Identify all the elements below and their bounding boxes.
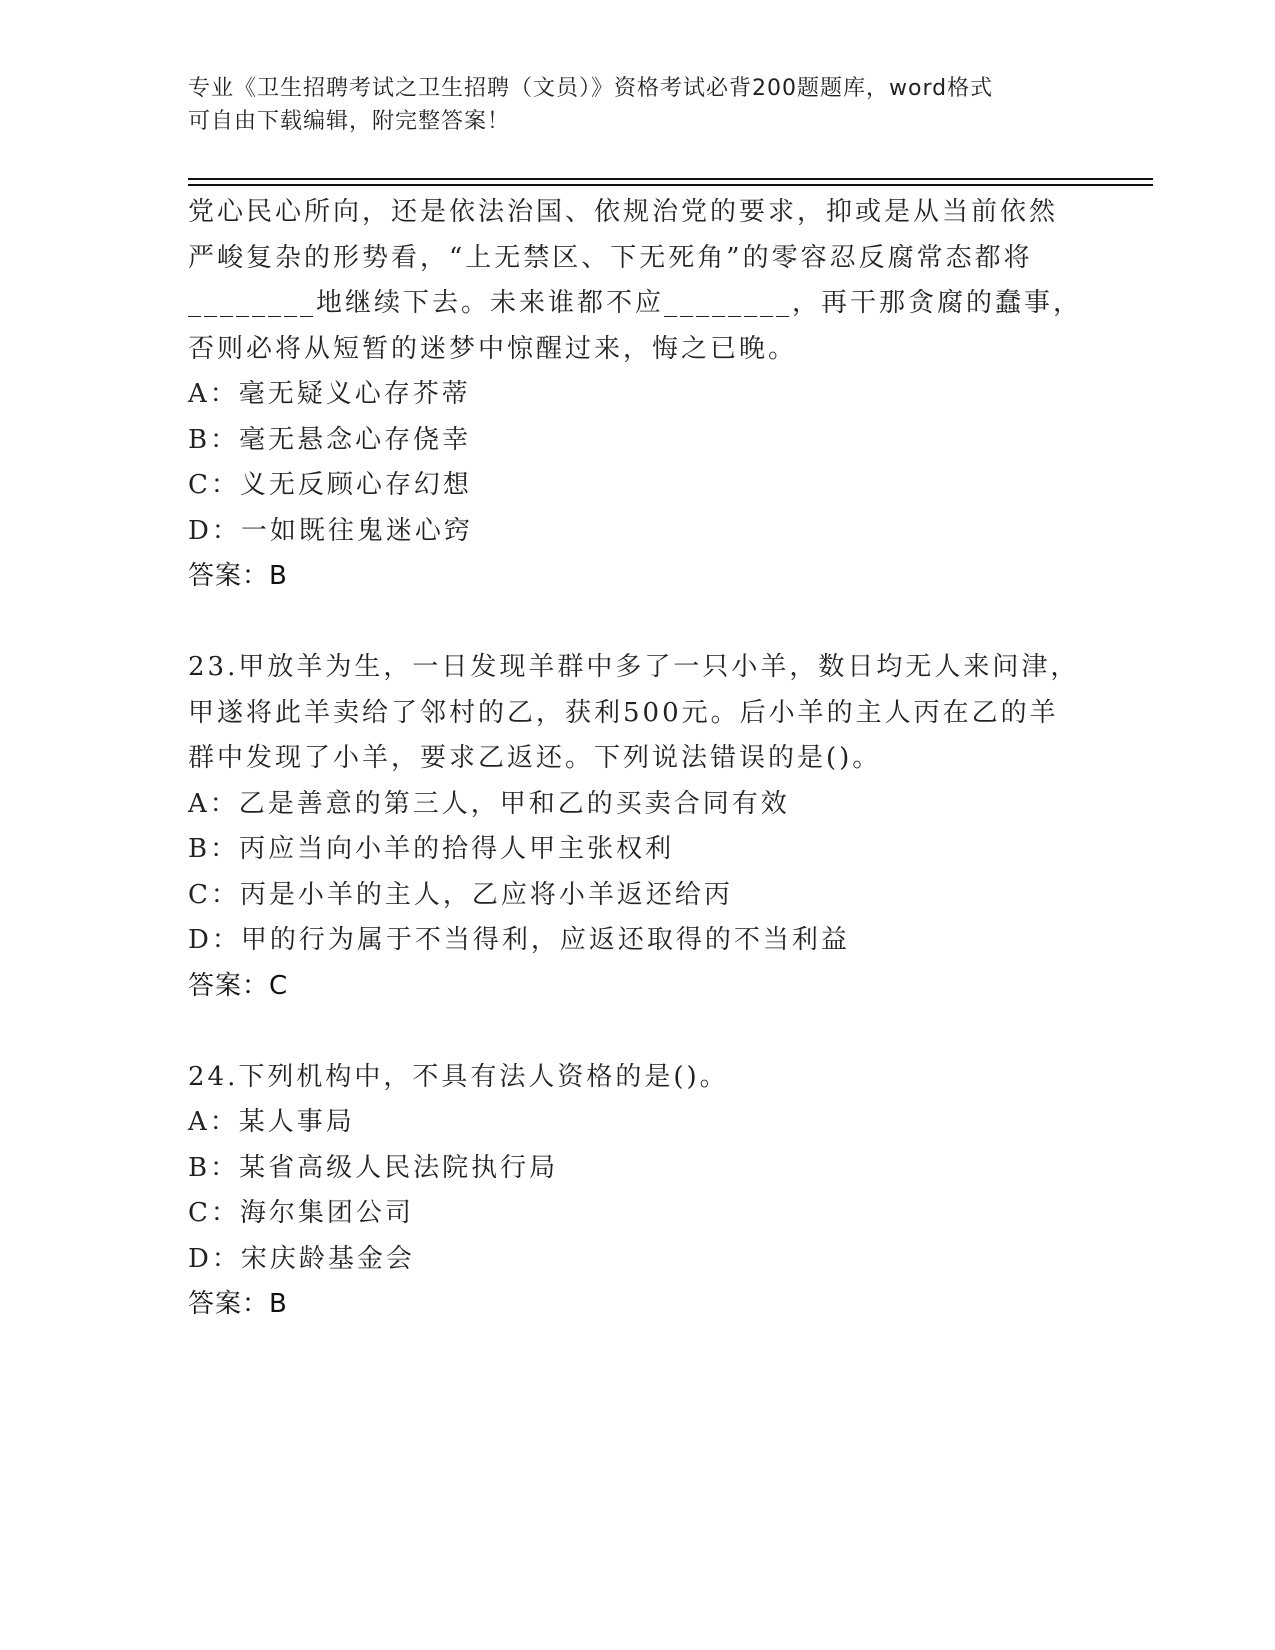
option-d: D：一如既往鬼迷心窍 (188, 515, 473, 546)
question-spacer (188, 600, 1088, 646)
option-d: D：甲的行为属于不当得利，应返还取得的不当利益 (188, 925, 850, 955)
document-body (188, 190, 1088, 1328)
question-text-line: 24.下列机构中，不具有法人资格的是()。 (188, 1061, 729, 1092)
option-c: C：海尔集团公司 (188, 1198, 414, 1228)
question-text-line: 群中发现了小羊，要求乙返还。下列说法错误的是()。 (188, 743, 882, 773)
option-b: B：毫无悬念心存侥幸 (188, 424, 472, 455)
question-text-line: 否则必将从短暂的迷梦中惊醒过来，悔之已晚。 (188, 333, 798, 364)
question-text-line: 甲遂将此羊卖给了邻村的乙，获利500元。后小羊的主人丙在乙的羊 (188, 697, 1059, 728)
answer-line: 答案：B (188, 1289, 288, 1319)
question-text-line: 党心民心所向，还是依法治国、依规治党的要求，抑或是从当前依然 (188, 197, 1059, 227)
header-divider-top (188, 178, 1153, 180)
option-b: B：丙应当向小羊的拾得人甲主张权利 (188, 834, 675, 864)
question-22 (188, 190, 1088, 600)
question-spacer (188, 1009, 1088, 1055)
question-23 (188, 645, 1088, 1009)
option-b: B：某省高级人民法院执行局 (188, 1152, 559, 1183)
question-24 (188, 1055, 1088, 1328)
header-line-1: 专业《卫生招聘考试之卫生招聘（文员）》资格考试必背200题题库，word格式 (188, 76, 994, 101)
option-a: A：某人事局 (188, 1107, 355, 1137)
option-a: A：毫无疑义心存芥蒂 (188, 379, 471, 409)
answer-line: 答案：C (188, 970, 289, 1001)
header-divider-bottom (188, 184, 1153, 186)
document-header (188, 72, 1068, 138)
option-a: A：乙是善意的第三人，甲和乙的买卖合同有效 (188, 788, 790, 819)
header-line-2: 可自由下载编辑，附完整答案！ (188, 109, 511, 134)
answer-line: 答案：B (188, 561, 288, 591)
question-text-line: ________地继续下去。未来谁都不应________，再干那贪腐的蠢事， (188, 288, 1083, 318)
question-text-line: 严峻复杂的形势看，“上无禁区、下无死角”的零容忍反腐常态都将 (188, 242, 1033, 273)
option-c: C：丙是小羊的主人，乙应将小羊返还给丙 (188, 879, 733, 910)
question-text-line: 23.甲放羊为生，一日发现羊群中多了一只小羊，数日均无人来问津， (188, 652, 1080, 682)
option-d: D：宋庆龄基金会 (188, 1243, 415, 1274)
option-c: C：义无反顾心存幻想 (188, 470, 472, 500)
